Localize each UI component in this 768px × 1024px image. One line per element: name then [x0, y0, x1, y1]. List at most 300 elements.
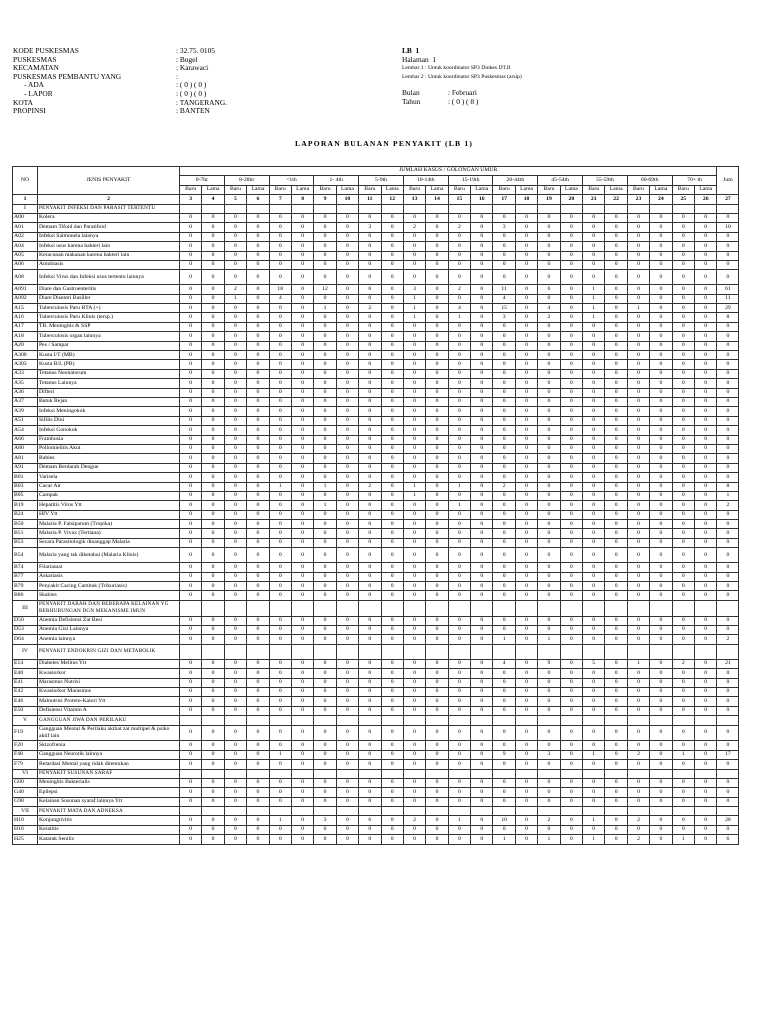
count-cell: 0 [694, 379, 716, 388]
count-cell: 0 [403, 444, 425, 453]
count-cell: 0 [247, 388, 269, 397]
count-cell: 0 [583, 706, 605, 715]
count-cell: 0 [650, 669, 672, 678]
count-cell: 0 [605, 797, 627, 806]
count-cell: 0 [672, 669, 694, 678]
count-cell: 0 [583, 223, 605, 232]
count-cell: 0 [291, 510, 313, 519]
header-value: : [176, 71, 179, 81]
disease-code: A02 [13, 232, 38, 241]
header-label: - ADA [13, 80, 44, 90]
count-cell: 0 [381, 223, 403, 232]
count-cell: 0 [583, 351, 605, 360]
count-cell: 0 [538, 529, 560, 538]
count-cell: 0 [672, 379, 694, 388]
count-cell: 0 [426, 816, 448, 825]
baru-header: Baru [627, 185, 649, 194]
count-cell: 0 [538, 788, 560, 797]
empty-cell [247, 807, 269, 816]
count-cell: 0 [359, 616, 381, 625]
count-cell: 0 [180, 816, 202, 825]
count-cell: 0 [247, 825, 269, 834]
count-cell: 0 [583, 473, 605, 482]
count-cell: 6 [359, 285, 381, 294]
count-cell: 0 [560, 369, 582, 378]
count-cell: 0 [583, 510, 605, 519]
age-group-header: 8-28hr [224, 176, 269, 185]
count-cell: 0 [627, 322, 649, 331]
count-cell: 0 [694, 397, 716, 406]
count-cell: 0 [583, 582, 605, 591]
count-cell: 0 [650, 835, 672, 844]
count-cell: 0 [560, 491, 582, 500]
count-cell: 0 [403, 741, 425, 750]
count-cell: 0 [269, 572, 291, 581]
count-cell: 0 [180, 260, 202, 269]
count-cell: 0 [403, 520, 425, 529]
count-cell: 0 [650, 426, 672, 435]
disease-name: Penyakit Cacing Cambuk (Trikuriasis) [38, 582, 180, 591]
count-cell: 0 [180, 360, 202, 369]
count-cell: 0 [538, 706, 560, 715]
count-cell: 0 [538, 563, 560, 572]
count-cell: 0 [627, 529, 649, 538]
count-cell: 0 [672, 520, 694, 529]
count-cell: 0 [202, 322, 224, 331]
count-cell: 0 [583, 697, 605, 706]
count-cell: 0 [202, 572, 224, 581]
count-cell: 0 [605, 510, 627, 519]
count-cell: 0 [650, 563, 672, 572]
count-cell: 0 [336, 741, 358, 750]
count-cell: 1 [583, 313, 605, 322]
count-cell: 0 [381, 572, 403, 581]
count-cell: 0 [538, 388, 560, 397]
count-cell: 0 [247, 706, 269, 715]
count-cell: 0 [627, 444, 649, 453]
count-cell: 0 [515, 223, 537, 232]
count-cell: 0 [291, 304, 313, 313]
count-cell: 0 [694, 388, 716, 397]
count-cell: 0 [202, 407, 224, 416]
count-cell: 0 [224, 379, 246, 388]
count-cell: 2 [448, 223, 470, 232]
count-cell: 0 [448, 435, 470, 444]
count-cell: 0 [583, 341, 605, 350]
count-cell: 0 [180, 616, 202, 625]
count-cell: 0 [224, 659, 246, 668]
age-group-header: 45-54th [538, 176, 583, 185]
count-cell: 0 [515, 260, 537, 269]
count-cell: 0 [471, 788, 493, 797]
count-cell: 5 [583, 659, 605, 668]
count-cell: 0 [426, 548, 448, 563]
count-cell: 0 [538, 435, 560, 444]
count-cell: 0 [560, 538, 582, 547]
count-cell: 0 [471, 313, 493, 322]
count-cell: 0 [605, 482, 627, 491]
count-cell: 0 [650, 778, 672, 787]
baru-header: Baru [224, 185, 246, 194]
count-cell: 0 [627, 678, 649, 687]
count-cell: 0 [605, 332, 627, 341]
count-cell: 0 [359, 825, 381, 834]
total-cell: 0 [717, 473, 739, 482]
count-cell: 0 [269, 388, 291, 397]
count-cell: 0 [336, 616, 358, 625]
count-cell: 0 [605, 213, 627, 222]
count-cell: 0 [314, 635, 336, 644]
count-cell: 0 [269, 501, 291, 510]
count-cell: 0 [515, 463, 537, 472]
report-title: LAPORAN BULANAN PENYAKIT (LB 1) [294, 139, 474, 148]
count-cell: 0 [180, 706, 202, 715]
count-cell: 0 [403, 529, 425, 538]
count-cell: 0 [605, 351, 627, 360]
count-cell: 0 [627, 416, 649, 425]
count-cell: 0 [605, 816, 627, 825]
count-cell: 0 [247, 582, 269, 591]
count-cell: 0 [448, 332, 470, 341]
count-cell: 0 [650, 529, 672, 538]
count-cell: 0 [583, 563, 605, 572]
column-index: 25 [672, 195, 694, 204]
count-cell: 0 [426, 750, 448, 759]
count-cell: 0 [448, 835, 470, 844]
count-cell: 0 [650, 750, 672, 759]
disease-code: H10 [13, 816, 38, 825]
count-cell: 0 [426, 529, 448, 538]
bulan-value: : Februari [448, 88, 477, 98]
section-row [13, 769, 739, 778]
count-cell: 0 [359, 797, 381, 806]
empty-cell [560, 769, 582, 778]
disease-name: Gangguan Mental & Perilaku akibat zat multipel & psiko aktif lain [38, 725, 180, 741]
count-cell: 0 [314, 572, 336, 581]
count-cell: 0 [471, 635, 493, 644]
count-cell: 0 [403, 538, 425, 547]
count-cell: 0 [247, 591, 269, 600]
count-cell: 1 [314, 501, 336, 510]
count-cell: 0 [336, 538, 358, 547]
count-cell: 0 [426, 835, 448, 844]
disease-code: B01 [13, 473, 38, 482]
count-cell: 0 [560, 473, 582, 482]
count-cell: 0 [336, 473, 358, 482]
count-cell: 0 [515, 454, 537, 463]
count-cell: 0 [448, 322, 470, 331]
disease-name: TB. Meningitis & SSP [38, 322, 180, 331]
total-cell: 2 [717, 635, 739, 644]
count-cell: 0 [291, 270, 313, 285]
count-cell: 0 [381, 529, 403, 538]
count-cell: 0 [694, 360, 716, 369]
count-cell: 0 [224, 572, 246, 581]
count-cell: 0 [224, 223, 246, 232]
count-cell: 0 [247, 444, 269, 453]
empty-cell [359, 204, 381, 213]
count-cell: 0 [493, 510, 515, 519]
count-cell: 0 [583, 213, 605, 222]
count-cell: 0 [605, 294, 627, 303]
count-cell: 0 [269, 260, 291, 269]
count-cell: 0 [515, 416, 537, 425]
count-cell: 1 [448, 482, 470, 491]
count-cell: 0 [694, 304, 716, 313]
count-cell: 0 [560, 501, 582, 510]
total-cell: 29 [717, 304, 739, 313]
count-cell: 0 [247, 548, 269, 563]
count-cell: 0 [605, 563, 627, 572]
total-cell: 0 [717, 582, 739, 591]
total-cell: 0 [717, 435, 739, 444]
age-group-header: 0-7hr [180, 176, 225, 185]
count-cell: 1 [538, 835, 560, 844]
count-cell: 0 [515, 687, 537, 696]
count-cell: 0 [247, 416, 269, 425]
empty-cell [269, 600, 291, 616]
age-group-header: 55-59th [583, 176, 628, 185]
count-cell: 0 [515, 741, 537, 750]
count-cell: 0 [605, 407, 627, 416]
empty-cell [403, 644, 425, 659]
column-index: 6 [247, 195, 269, 204]
count-cell: 0 [403, 548, 425, 563]
count-cell: 0 [471, 816, 493, 825]
count-cell: 0 [359, 563, 381, 572]
count-cell: 0 [291, 626, 313, 635]
count-cell: 0 [180, 285, 202, 294]
count-cell: 0 [694, 582, 716, 591]
count-cell: 0 [515, 285, 537, 294]
count-cell: 0 [538, 379, 560, 388]
total-cell: 0 [717, 388, 739, 397]
disease-code: A39 [13, 407, 38, 416]
tahun-value: : ( 0 ) ( 8 ) [448, 96, 479, 106]
header-value: : 32.75. 0105 [176, 46, 216, 55]
count-cell: 0 [515, 548, 537, 563]
count-cell: 0 [448, 750, 470, 759]
count-cell: 0 [672, 463, 694, 472]
count-cell: 0 [180, 778, 202, 787]
count-cell: 0 [180, 582, 202, 591]
count-cell: 0 [269, 797, 291, 806]
count-cell: 0 [247, 797, 269, 806]
count-cell: 0 [471, 304, 493, 313]
section-name: PENYAKIT DARAH DAN BEBERAPA KELAINAN YG BERHUBUNGAN DGN MEKANISME IMUN [38, 600, 180, 616]
count-cell: 0 [336, 697, 358, 706]
empty-cell [359, 644, 381, 659]
count-cell: 0 [560, 687, 582, 696]
count-cell: 1 [583, 750, 605, 759]
count-cell: 0 [336, 582, 358, 591]
count-cell: 0 [672, 482, 694, 491]
count-cell: 0 [605, 444, 627, 453]
count-cell: 1 [583, 835, 605, 844]
count-cell: 0 [627, 473, 649, 482]
count-cell: 0 [493, 591, 515, 600]
table-row [13, 678, 739, 687]
count-cell: 0 [672, 760, 694, 769]
count-cell: 0 [224, 687, 246, 696]
count-cell: 0 [672, 501, 694, 510]
count-cell: 0 [202, 678, 224, 687]
count-cell: 0 [694, 270, 716, 285]
count-cell: 0 [403, 760, 425, 769]
count-cell: 0 [247, 407, 269, 416]
count-cell: 0 [314, 697, 336, 706]
column-index: 5 [224, 195, 246, 204]
count-cell: 0 [493, 572, 515, 581]
tahun-label: Tahun [402, 96, 421, 106]
count-cell: 0 [448, 635, 470, 644]
count-cell: 0 [314, 760, 336, 769]
count-cell: 0 [403, 835, 425, 844]
table-row [13, 835, 739, 844]
count-cell: 0 [627, 242, 649, 251]
count-cell: 0 [448, 473, 470, 482]
count-cell: 0 [672, 529, 694, 538]
empty-cell [471, 807, 493, 816]
count-cell: 0 [471, 232, 493, 241]
count-cell: 0 [403, 332, 425, 341]
count-cell: 0 [403, 388, 425, 397]
baru-header: Baru [583, 185, 605, 194]
total-cell: 0 [717, 538, 739, 547]
count-cell: 0 [471, 548, 493, 563]
count-cell: 0 [269, 407, 291, 416]
header-label: - LAPOR [13, 88, 53, 98]
disease-name: Anemia Defisiensi Zat Besi [38, 616, 180, 625]
count-cell: 0 [224, 816, 246, 825]
count-cell: 0 [381, 251, 403, 260]
count-cell: 0 [515, 697, 537, 706]
count-cell: 0 [381, 491, 403, 500]
page-number: Halaman 1 [402, 54, 437, 64]
count-cell: 0 [224, 678, 246, 687]
count-cell: 0 [538, 482, 560, 491]
empty-cell [180, 716, 202, 725]
empty-cell [694, 769, 716, 778]
count-cell: 0 [381, 706, 403, 715]
count-cell: 0 [605, 760, 627, 769]
total-cell: 0 [717, 351, 739, 360]
baru-header: Baru [493, 185, 515, 194]
count-cell: 0 [291, 501, 313, 510]
count-cell: 0 [538, 548, 560, 563]
count-cell: 0 [426, 760, 448, 769]
disease-code: A300 [13, 351, 38, 360]
count-cell: 0 [672, 294, 694, 303]
count-cell: 0 [694, 454, 716, 463]
disease-code: B53 [13, 538, 38, 547]
count-cell: 0 [560, 213, 582, 222]
lama-header: Lama [291, 185, 313, 194]
count-cell: 0 [605, 687, 627, 696]
count-cell: 1 [627, 304, 649, 313]
count-cell: 0 [493, 454, 515, 463]
count-cell: 0 [627, 825, 649, 834]
count-cell: 0 [515, 582, 537, 591]
count-cell: 0 [224, 388, 246, 397]
count-cell: 0 [672, 444, 694, 453]
count-cell: 0 [471, 388, 493, 397]
count-cell: 0 [448, 697, 470, 706]
count-cell: 0 [269, 416, 291, 425]
count-cell: 0 [403, 341, 425, 350]
lama-header: Lama [202, 185, 224, 194]
count-cell: 0 [180, 379, 202, 388]
count-cell: 0 [359, 678, 381, 687]
column-index: 20 [560, 195, 582, 204]
count-cell: 0 [269, 591, 291, 600]
empty-cell [717, 644, 739, 659]
empty-cell [605, 769, 627, 778]
count-cell: 0 [359, 725, 381, 741]
disease-name: Kwasiorkor Marasmus [38, 687, 180, 696]
total-cell: 0 [717, 529, 739, 538]
table-row [13, 388, 739, 397]
count-cell: 0 [247, 678, 269, 687]
count-cell: 0 [359, 260, 381, 269]
disease-code: G40 [13, 788, 38, 797]
count-cell: 0 [426, 538, 448, 547]
count-cell: 0 [314, 616, 336, 625]
table-row [13, 687, 739, 696]
header-value: : ( 0 ) ( 0 ) [176, 80, 207, 90]
column-index: 22 [605, 195, 627, 204]
disease-name: Skizofrenia [38, 741, 180, 750]
count-cell: 0 [538, 369, 560, 378]
count-cell: 0 [627, 351, 649, 360]
count-cell: 0 [291, 616, 313, 625]
count-cell: 0 [336, 322, 358, 331]
count-cell: 0 [359, 591, 381, 600]
count-cell: 0 [515, 313, 537, 322]
count-cell: 0 [180, 294, 202, 303]
count-cell: 0 [224, 563, 246, 572]
count-cell: 0 [471, 351, 493, 360]
count-cell: 0 [336, 313, 358, 322]
report-code: LB 1 [402, 46, 420, 55]
count-cell: 3 [538, 750, 560, 759]
empty-cell [694, 716, 716, 725]
count-cell: 0 [650, 788, 672, 797]
count-cell: 0 [202, 538, 224, 547]
count-cell: 0 [224, 725, 246, 741]
count-cell: 0 [381, 797, 403, 806]
total-cell: 0 [717, 626, 739, 635]
count-cell: 0 [336, 332, 358, 341]
count-cell: 0 [560, 659, 582, 668]
count-cell: 0 [202, 242, 224, 251]
count-cell: 0 [605, 548, 627, 563]
count-cell: 0 [560, 379, 582, 388]
count-cell: 0 [694, 616, 716, 625]
count-cell: 0 [605, 232, 627, 241]
total-cell: 0 [717, 563, 739, 572]
age-group-header: 70+ th [672, 176, 717, 185]
count-cell: 0 [291, 669, 313, 678]
count-cell: 0 [381, 322, 403, 331]
count-cell: 0 [291, 351, 313, 360]
count-cell: 0 [650, 232, 672, 241]
table-row [13, 482, 739, 491]
count-cell: 0 [314, 426, 336, 435]
count-cell: 0 [247, 687, 269, 696]
count-cell: 0 [583, 360, 605, 369]
header-label: PUSKESMAS [13, 54, 57, 64]
